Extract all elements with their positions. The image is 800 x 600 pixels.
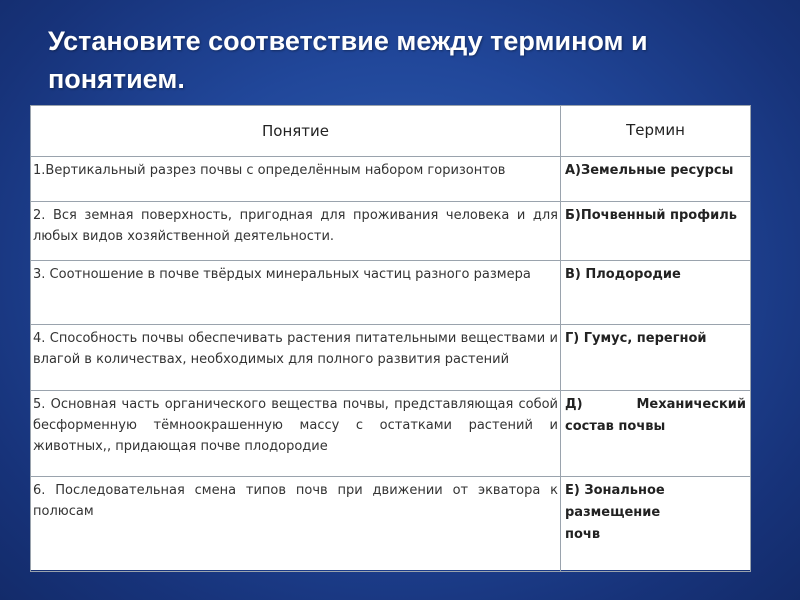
table-row — [31, 261, 751, 325]
concept-cell-2: 2. Вся земная поверхность, пригодная для проживания человека и для любых видов хозяйственной деятельности. — [31, 202, 561, 261]
term-cell-v: В) Плодородие — [561, 261, 751, 325]
term-cell-e — [561, 477, 751, 572]
header-concept: Понятие — [31, 106, 561, 157]
term-e-line-3: почв — [565, 527, 601, 542]
term-cell-a: А)Земельные ресурсы — [561, 157, 751, 202]
term-e-line-2: размещение — [565, 505, 661, 520]
table-row — [31, 325, 751, 391]
term-cell-g: Г) Гумус, перегной — [561, 325, 751, 391]
slide-title: Установите соответствие между термином и понятием. — [48, 26, 648, 94]
table-row — [31, 157, 751, 202]
term-d-letter: Д) — [565, 397, 583, 412]
header-term: Термин — [561, 106, 751, 157]
table-row — [31, 391, 751, 477]
table-row — [31, 202, 751, 261]
term-cell-b: Б)Почвенный профиль — [561, 202, 751, 261]
table-header-row — [31, 106, 751, 157]
matching-table — [30, 105, 751, 572]
term-d-second-line: состав почвы — [565, 419, 666, 434]
concept-cell-3: 3. Соотношение в почве твёрдых минеральных частиц разного размера — [31, 261, 561, 325]
term-cell-d — [561, 391, 751, 477]
concept-cell-4: 4. Способность почвы обеспечивать растения питательными веществами и влагой в количествах, необходимых для полного развития растений — [31, 325, 561, 391]
concept-cell-5: 5. Основная часть органического вещества почвы, представляющая собой бесформенную тёмноокрашенную массу с остатками растений и животных,, придающая почве плодородие — [31, 391, 561, 477]
table-row — [31, 477, 751, 572]
term-d-first-line — [565, 394, 746, 416]
term-d-word: Механический — [636, 397, 746, 412]
matching-table-container — [30, 105, 750, 570]
concept-cell-1: 1.Вертикальный разрез почвы с определённым набором горизонтов — [31, 157, 561, 202]
concept-cell-6: 6. Последовательная смена типов почв при движении от экватора к полюсам — [31, 477, 561, 572]
term-e-line-1: Е) Зональное — [565, 483, 665, 498]
